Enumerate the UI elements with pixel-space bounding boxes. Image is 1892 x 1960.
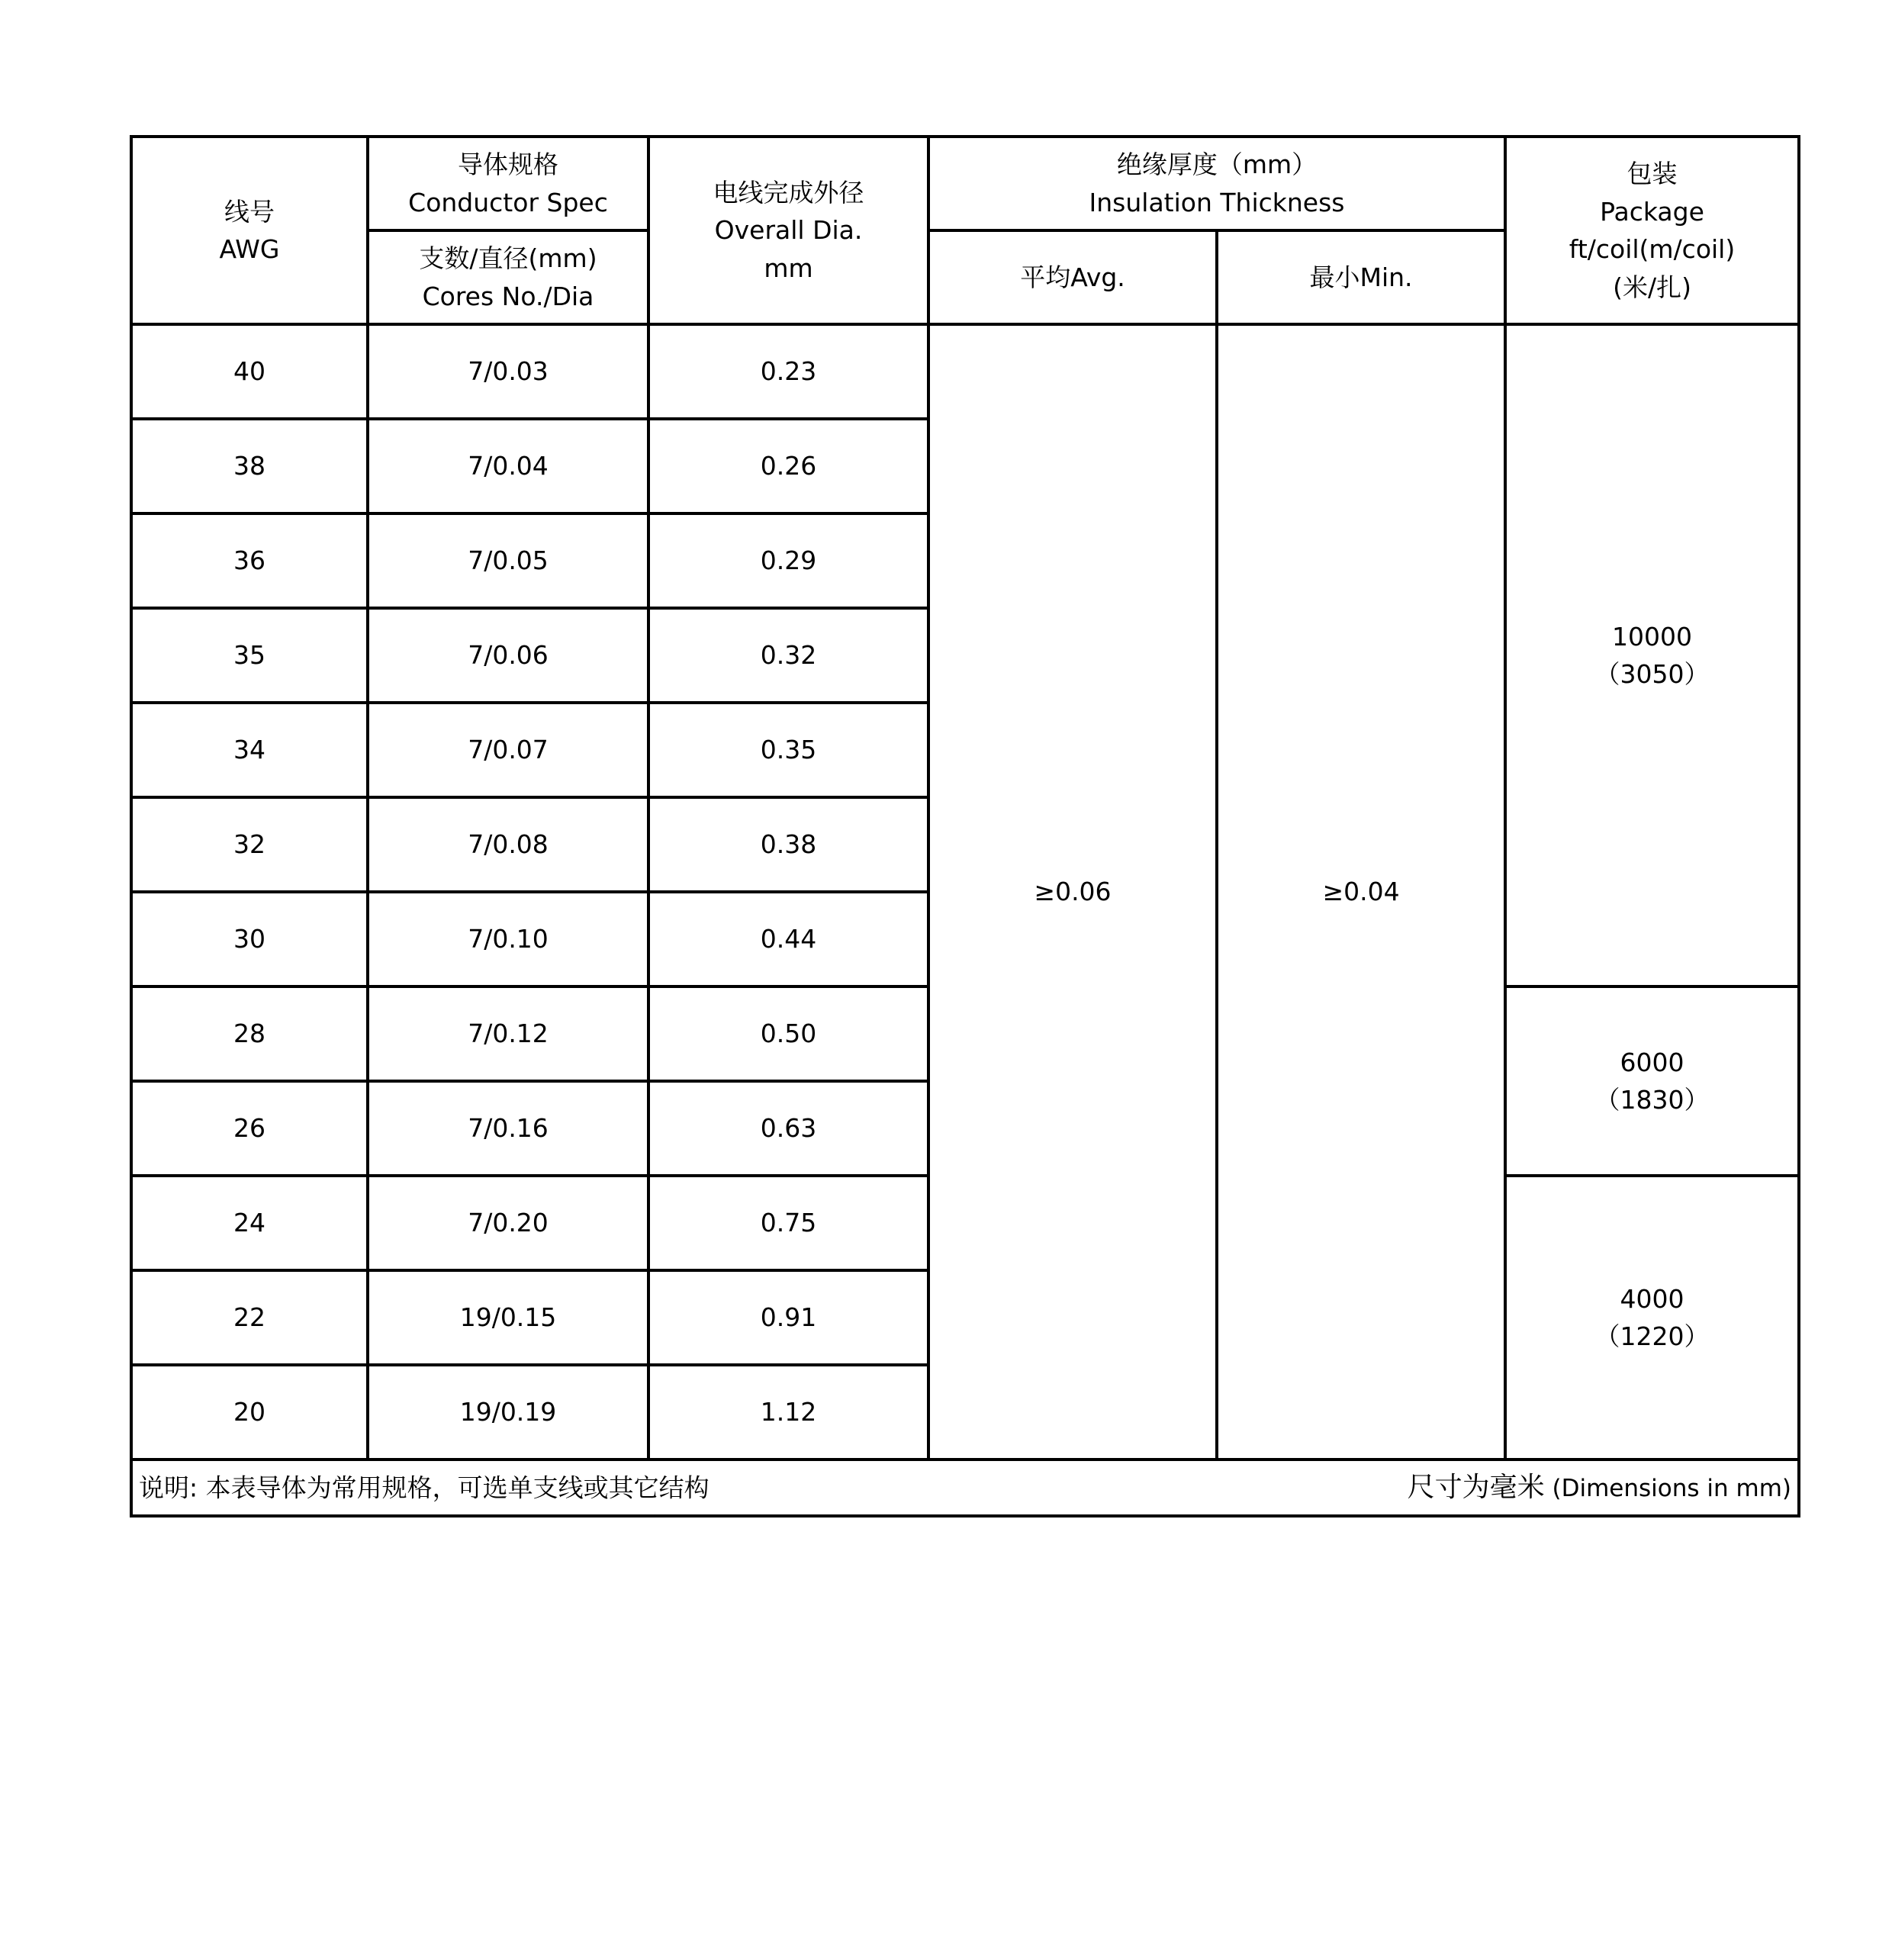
cores-cell: 7/0.07 [368, 703, 648, 797]
awg-cell: 34 [131, 703, 368, 797]
cores-cell: 7/0.06 [368, 608, 648, 703]
insulation-avg-cell: ≥0.06 [928, 324, 1217, 1460]
dia-cell: 0.91 [648, 1270, 928, 1365]
header-conductor-spec: 导体规格 Conductor Spec [368, 137, 648, 230]
awg-cell: 32 [131, 797, 368, 892]
awg-cell: 38 [131, 419, 368, 513]
awg-cell: 40 [131, 324, 368, 419]
table-row [131, 324, 1799, 419]
awg-cell: 20 [131, 1365, 368, 1460]
awg-cell: 30 [131, 892, 368, 986]
awg-cell: 28 [131, 986, 368, 1081]
package-cell: 10000 （3050） [1505, 324, 1799, 986]
cores-cell: 7/0.05 [368, 513, 648, 608]
package-cell: 4000 （1220） [1505, 1176, 1799, 1460]
dia-cell: 1.12 [648, 1365, 928, 1460]
awg-cell: 24 [131, 1176, 368, 1270]
cores-cell: 7/0.03 [368, 324, 648, 419]
cores-cell: 7/0.20 [368, 1176, 648, 1270]
header-avg: 平均Avg. [928, 230, 1217, 324]
dia-cell: 0.26 [648, 419, 928, 513]
dia-cell: 0.63 [648, 1081, 928, 1176]
cores-cell: 7/0.12 [368, 986, 648, 1081]
table-footer [131, 1460, 1799, 1516]
awg-cell: 26 [131, 1081, 368, 1176]
dia-cell: 0.44 [648, 892, 928, 986]
header-insulation-thickness: 绝缘厚度（mm） Insulation Thickness [928, 137, 1505, 230]
header-min: 最小Min. [1217, 230, 1505, 324]
awg-cell: 35 [131, 608, 368, 703]
footer-note: 说明: 本表导体为常用规格，可选单支线或其它结构 [139, 1472, 710, 1503]
cores-cell: 7/0.10 [368, 892, 648, 986]
cores-cell: 19/0.19 [368, 1365, 648, 1460]
cores-cell: 7/0.04 [368, 419, 648, 513]
cores-cell: 7/0.08 [368, 797, 648, 892]
dia-cell: 0.38 [648, 797, 928, 892]
cores-cell: 7/0.16 [368, 1081, 648, 1176]
dia-cell: 0.23 [648, 324, 928, 419]
dia-cell: 0.75 [648, 1176, 928, 1270]
package-cell: 6000 （1830） [1505, 986, 1799, 1176]
dia-cell: 0.50 [648, 986, 928, 1081]
insulation-min-cell: ≥0.04 [1217, 324, 1505, 1460]
awg-cell: 22 [131, 1270, 368, 1365]
awg-cell: 36 [131, 513, 368, 608]
header-package: 包装 Package ft/coil(m/coil) (米/扎) [1505, 137, 1799, 324]
header-awg: 线号 AWG [131, 137, 368, 324]
header-cores: 支数/直径(mm) Cores No./Dia [368, 230, 648, 324]
dia-cell: 0.35 [648, 703, 928, 797]
dia-cell: 0.32 [648, 608, 928, 703]
spec-table [130, 135, 1800, 1517]
dia-cell: 0.29 [648, 513, 928, 608]
footer-dimensions: 尺寸为毫米 (Dimensions in mm) [1407, 1472, 1792, 1503]
cores-cell: 19/0.15 [368, 1270, 648, 1365]
header-overall-dia: 电线完成外径 Overall Dia. mm [648, 137, 928, 324]
